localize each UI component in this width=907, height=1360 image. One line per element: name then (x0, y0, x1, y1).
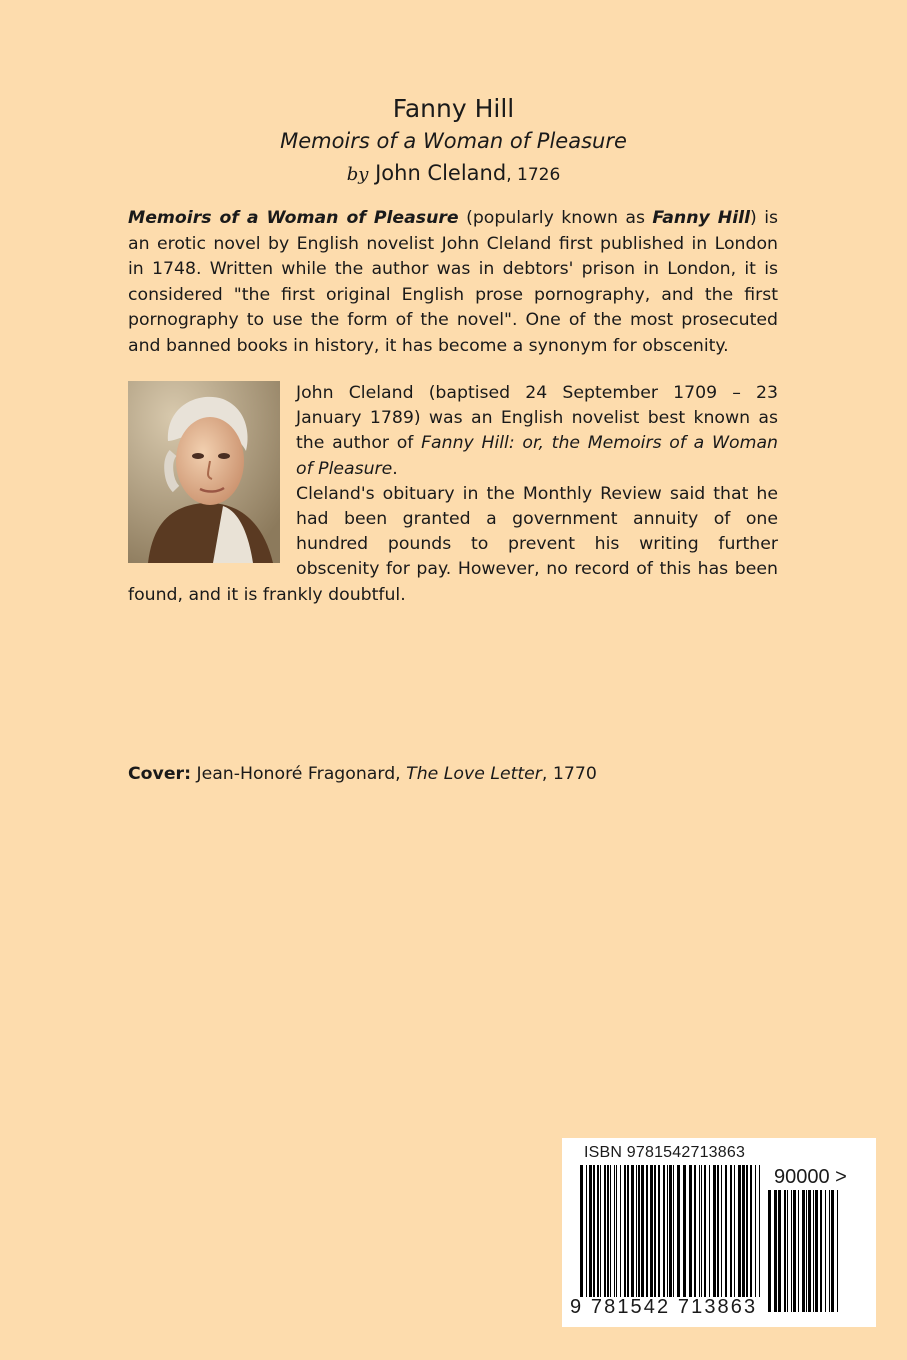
barcode-bar (820, 1190, 822, 1312)
barcode-bar (793, 1190, 796, 1312)
bio-text-1: (baptised 24 September 1709 – 23 January 1789) was an English novelist best known as the author of (296, 383, 779, 454)
cover-credit (128, 762, 597, 787)
bio-author-name: John Cleland (296, 383, 414, 403)
isbn-barcode (562, 1138, 876, 1327)
barcode-bar (725, 1165, 727, 1297)
barcode-bar (683, 1165, 686, 1297)
barcode-bar (734, 1165, 735, 1297)
barcode-bar (746, 1165, 748, 1297)
barcode-bar (663, 1165, 665, 1297)
barcode-bar (677, 1165, 680, 1297)
intro-paragraph (128, 206, 778, 360)
barcode-bar (650, 1165, 653, 1297)
barcode-bar (620, 1165, 621, 1297)
barcode-bar (742, 1165, 745, 1297)
barcode-bar (636, 1165, 637, 1297)
barcode-bar (837, 1190, 838, 1312)
intro-text-1: (popularly known as (458, 208, 653, 228)
barcode-bar (658, 1165, 660, 1297)
author-name: John Cleland (375, 161, 507, 185)
barcode-bar (597, 1165, 599, 1297)
barcode-bar (689, 1165, 692, 1297)
barcode-bar (604, 1165, 606, 1297)
barcode-bar (738, 1165, 741, 1297)
cover-work-title: The Love Letter (406, 764, 542, 784)
barcode-bar (600, 1165, 601, 1297)
barcode-bar (646, 1165, 648, 1297)
barcode-bar (798, 1190, 799, 1312)
barcode-bar (669, 1165, 672, 1297)
barcode-bar (713, 1165, 716, 1297)
barcode-bar (778, 1190, 781, 1312)
byline (0, 156, 907, 192)
barcode-bar (825, 1190, 826, 1312)
bio-text-1-end: . (392, 458, 398, 479)
price-code: 90000 > (774, 1166, 847, 1188)
barcode-bar (831, 1190, 834, 1312)
barcode-bar (768, 1190, 771, 1312)
cover-artist: Jean-Honoré Fragonard, (190, 764, 407, 784)
barcode-bar (784, 1190, 786, 1312)
barcode-bar (580, 1165, 583, 1297)
barcode-bar (808, 1190, 811, 1312)
barcode-bar (709, 1165, 710, 1297)
barcode-bar (759, 1165, 760, 1297)
barcode-bar (730, 1165, 732, 1297)
barcode-bar (631, 1165, 634, 1297)
intro-alt-title: Fanny Hill (652, 208, 750, 228)
barcode-bar (802, 1190, 805, 1312)
bio-paragraph-2: Cleland's obituary in the Monthly Review said that he had been granted a government annuity of one hundred pounds to prevent his writing further obscenity for pay. However, no record of this has been found, and it is frankly doubtful. (128, 483, 778, 605)
barcode-bar (586, 1165, 587, 1297)
barcode-bar (641, 1165, 644, 1297)
book-title: Fanny Hill (392, 94, 515, 123)
barcode-bar (654, 1165, 656, 1297)
barcode-bar (699, 1165, 700, 1297)
barcode-bar (755, 1165, 756, 1297)
cover-year: , 1770 (541, 764, 597, 784)
barcode-bar (721, 1165, 722, 1297)
barcode-bar (694, 1165, 696, 1297)
barcode-bar (593, 1165, 595, 1297)
author-portrait (128, 381, 280, 563)
barcode-bar (750, 1165, 752, 1297)
barcode-bar (667, 1165, 668, 1297)
barcode-bar (791, 1190, 792, 1312)
addon-barcode-bars (768, 1190, 840, 1312)
barcode-bar (610, 1165, 611, 1297)
barcode-bar (815, 1190, 818, 1312)
ean-digits: 9 781542 713863 (570, 1296, 758, 1318)
intro-book-title: Memoirs of a Woman of Pleasure (128, 208, 459, 228)
barcode-bar (701, 1165, 702, 1297)
barcode-bar (787, 1190, 788, 1312)
barcode-bar (614, 1165, 615, 1297)
barcode-bar (616, 1165, 617, 1297)
barcode-bar (774, 1190, 777, 1312)
barcode-bar (806, 1190, 807, 1312)
by-word: by (346, 164, 369, 185)
ean13-barcode-bars (580, 1165, 762, 1297)
cover-label: Cover: (128, 764, 191, 784)
barcode-bar (829, 1190, 830, 1312)
book-subtitle: Memoirs of a Woman of Pleasure (280, 129, 627, 153)
intro-text-2: ) is an erotic novel by English novelist John Cleland first published in London in 1748. Written while the author was in debtors' prison in London, it is considered "the first original English prose pornography, and the first pornography to use the form of the novel". One of the most prosecuted and banned books in history, it has become a synonym for obscenity. (128, 208, 779, 356)
barcode-bar (704, 1165, 706, 1297)
barcode-bar (673, 1165, 674, 1297)
barcode-bar (624, 1165, 626, 1297)
barcode-bar (813, 1190, 814, 1312)
barcode-bar (627, 1165, 629, 1297)
title-block (0, 92, 907, 192)
barcode-bar (589, 1165, 592, 1297)
bio-work-title: Fanny Hill: or, the Memoirs of a Woman of Pleasure (296, 433, 778, 479)
barcode-bar (638, 1165, 640, 1297)
barcode-bar (607, 1165, 609, 1297)
isbn-label: ISBN 9781542713863 (584, 1144, 746, 1161)
publication-year: , 1726 (506, 165, 561, 185)
barcode-bar (717, 1165, 719, 1297)
